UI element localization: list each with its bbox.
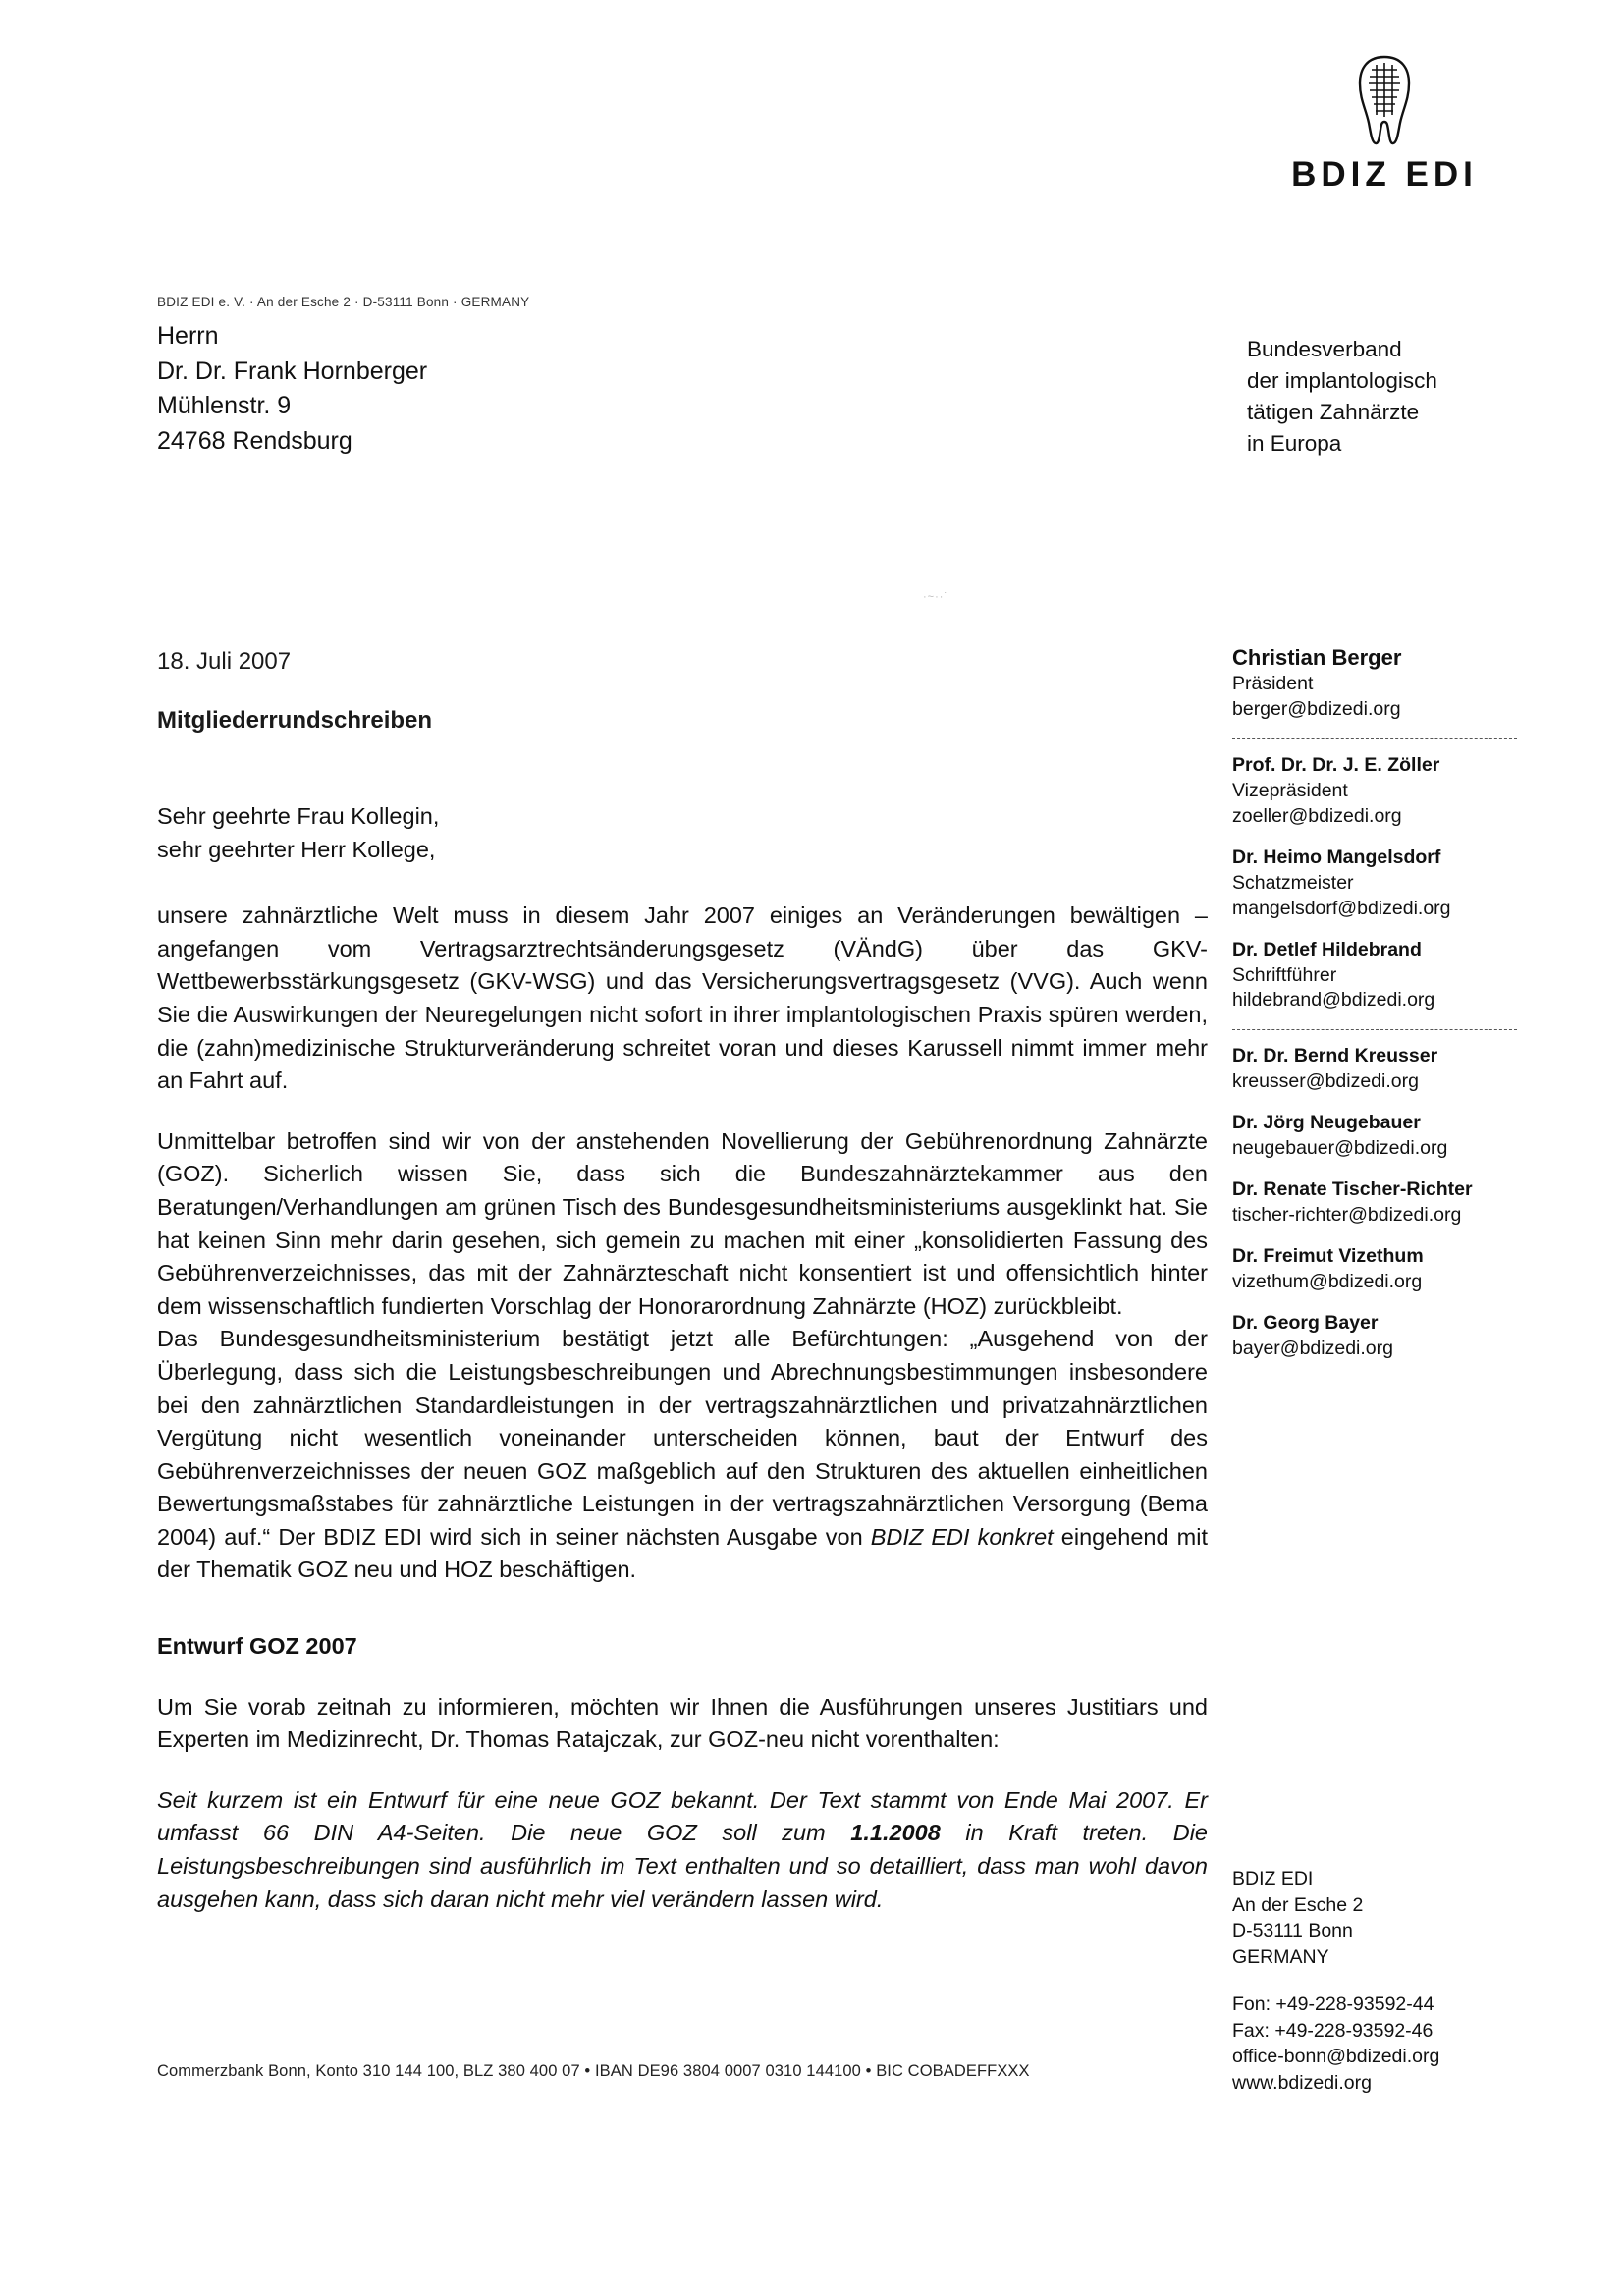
body-paragraph-1: unsere zahnärztliche Welt muss in diesem Jahr 2007 einiges an Veränderungen bewältigen – angefangen vom Vertragsarztrechtsänderungsgesetz (VÄndG) über das GKV-Wettbewerbsstärkungsgesetz (GKV-WSG) und das Versicherungsvertragsgesetz (VVG). Auch wenn Sie die Auswirkungen der Neuregelungen nicht sofort in ihrer implantologischen Praxis spüren werden, die (zahn)medizinische Strukturveränderung schreitet voran und dieses Karussell nimmt immer mehr an Fahrt auf. [157,902,1208,1094]
contact-role: Schriftführer [1232,963,1337,986]
salutation [157,800,1208,866]
organisation-subtitle [1247,334,1517,460]
contact-name: Dr. Georg Bayer [1232,1311,1379,1334]
contact-email[interactable]: neugebauer@bdizedi.org [1232,1137,1448,1160]
publication-title: BDIZ EDI konkret [870,1523,1054,1550]
contact-vizethum [1232,1244,1517,1295]
logo-wordmark: BDIZ EDI [1291,155,1478,193]
org-subtitle-line-3: tätigen Zahnärzte [1247,399,1420,424]
contact-neugebauer [1232,1111,1517,1162]
contact-berger [1232,643,1517,723]
contact-role: Präsident [1232,673,1314,695]
office-phone: Fon: +49-228-93592-44 [1232,1994,1434,2016]
body-paragraph-3-pre: Das Bundesgesundheitsministerium bestätigt jetzt alle Befürchtungen: „Ausgehend von der Überlegung, dass sich die Leistungsbeschreibungen und Abrechnungsbestimmungen insbesondere bei den zahnärztlichen Standardleistungen in der vertragszahnärztlichen und privatzahnärztlichen Vergütung nicht wesentlich voneinander unterscheiden können, baut der Entwurf des Gebührenverzeichnisses der neuen GOZ maßgeblich auf den Strukturen des aktuellen einheitlichen Bewertungsmaßstabes für zahnärztliche Leistungen in der vertragszahnärztlichen Versorgung (Bema 2004) auf.“ Der BDIZ EDI wird sich in seiner nächsten Ausgabe von [157,1326,1208,1550]
contact-role: Vizepräsident [1232,780,1348,802]
contact-email[interactable]: zoeller@bdizedi.org [1232,804,1402,827]
logo-block [1252,54,1517,194]
contact-bayer [1232,1311,1517,1362]
contact-name: Dr. Heimo Mangelsdorf [1232,846,1441,868]
contact-name: Dr. Detlef Hildebrand [1232,938,1422,960]
contact-email[interactable]: kreusser@bdizedi.org [1232,1070,1419,1093]
recipient-line-3: Mühlenstr. 9 [157,392,292,419]
org-subtitle-line-4: in Europa [1247,430,1342,456]
bank-details-footer: Commerzbank Bonn, Konto 310 144 100, BLZ 380 400 07 • IBAN DE96 3804 0007 0310 144100 • BIC COBADEFFXXX [157,2062,1030,2080]
body-paragraph-4: Um Sie vorab zeitnah zu informieren, möchten wir Ihnen die Ausführungen unseres Justitiars und Experten im Medizinrecht, Dr. Thomas Ratajczak, zur GOZ-neu nicht vorenthalten: [157,1693,1208,1753]
contact-name: Dr. Dr. Bernd Kreusser [1232,1045,1438,1067]
office-street: An der Esche 2 [1232,1893,1364,1916]
scan-artifact: ·~··˙ [923,591,949,603]
salutation-line-1: Sehr geehrte Frau Kollegin, [157,803,440,829]
contact-tischer-richter [1232,1177,1517,1229]
expert-quote [157,1784,1208,1916]
office-fax: Fax: +49-228-93592-46 [1232,2019,1434,2042]
org-subtitle-line-1: Bundesverband [1247,337,1402,361]
recipient-line-4: 24768 Rendsburg [157,426,352,455]
board-contacts [1232,643,1517,1378]
contact-kreusser [1232,1044,1517,1095]
sender-return-line: BDIZ EDI e. V. · An der Esche 2 · D-53111 Bonn · GERMANY [157,295,530,309]
body-paragraph-3-post: eingehend mit der Thematik GOZ neu und HOZ beschäftigen. [157,1523,1208,1583]
letter-date: 18. Juli 2007 [157,648,292,675]
expert-quote-date: 1.1.2008 [850,1820,941,1846]
office-website[interactable]: www.bdizedi.org [1232,2071,1372,2094]
org-subtitle-line-2: der implantologisch [1247,367,1437,393]
office-country: GERMANY [1232,1945,1329,1968]
contact-name: Dr. Jörg Neugebauer [1232,1112,1421,1134]
recipient-line-2: Dr. Dr. Frank Hornberger [157,356,428,385]
contact-email[interactable]: vizethum@bdizedi.org [1232,1270,1423,1292]
contact-email[interactable]: mangelsdorf@bdizedi.org [1232,897,1451,919]
expert-quote-post: in Kraft treten. Die Leistungsbeschreibungen sind ausführlich im Text enthalten und so detailliert, dass man wohl davon ausgehen kann, dass sich daran nicht mehr viel verändern lassen wird. [157,1820,1208,1912]
office-city: D-53111 Bonn [1232,1920,1353,1942]
contact-email[interactable]: tischer-richter@bdizedi.org [1232,1204,1462,1226]
contact-divider [1232,1029,1517,1030]
recipient-address [157,319,427,459]
contact-email[interactable]: berger@bdizedi.org [1232,698,1401,721]
body-paragraph-2: Unmittelbar betroffen sind wir von der anstehenden Novellierung der Gebührenordnung Zahnärzte (GOZ). Sicherlich wissen Sie, dass sich die Bundeszahnärztekammer aus den Beratungen/Verhandlungen am grünen Tisch des Bundesgesundheitsministeriums ausgeklinkt hat. Sie hat keinen Sinn mehr darin gesehen, sich gemein zu machen mit einer „konsolidierten Fassung des Gebührenverzeichnisses, das mit der Zahnärzteschaft nicht konsentiert ist und offensichtlich hinter dem wissenschaftlich fundierten Vorschlag der Honorarordnung Zahnärzte (HOZ) zurückbleibt. [157,1127,1208,1319]
contact-name: Dr. Freimut Vizethum [1232,1244,1424,1267]
office-address-footer [1232,1866,1517,2096]
contact-name: Christian Berger [1232,645,1402,670]
salutation-line-2: sehr geehrter Herr Kollege, [157,836,436,862]
expert-quote-pre: Seit kurzem ist ein Entwurf für eine neue GOZ bekannt. Der Text stammt von Ende Mai 2007. Er umfasst 66 DIN A4-Seiten. Die neue GOZ soll zum [157,1786,1208,1846]
section-heading-goz-2007: Entwurf GOZ 2007 [157,1633,357,1660]
contact-divider [1232,738,1517,739]
contact-name: Prof. Dr. Dr. J. E. Zöller [1232,754,1440,777]
body-paragraph-3 [157,1323,1208,1587]
contact-email[interactable]: hildebrand@bdizedi.org [1232,989,1435,1011]
letter-body [157,800,1208,1943]
letter-subject: Mitgliederrundschreiben [157,707,433,734]
office-name: BDIZ EDI [1232,1868,1314,1889]
contact-mangelsdorf [1232,846,1517,922]
tooth-icon [1350,54,1419,147]
spacer [1232,1970,1517,1992]
contact-email[interactable]: bayer@bdizedi.org [1232,1337,1393,1359]
office-email[interactable]: office-bonn@bdizedi.org [1232,2046,1440,2068]
recipient-line-1: Herrn [157,322,219,350]
contact-hildebrand [1232,938,1517,1014]
contact-role: Schatzmeister [1232,871,1354,894]
contact-name: Dr. Renate Tischer-Richter [1232,1178,1473,1201]
contact-zoeller [1232,753,1517,830]
